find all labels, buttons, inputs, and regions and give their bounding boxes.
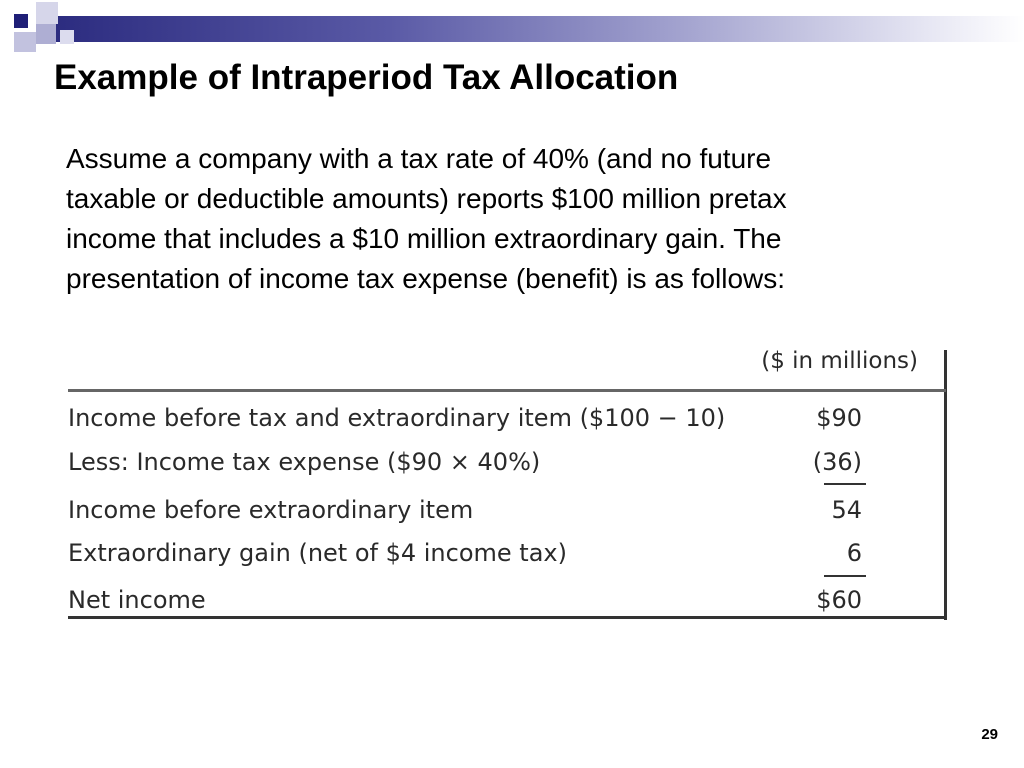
body-line: Assume a company with a tax rate of 40% (and no future (66, 143, 772, 174)
page-number: 29 (981, 726, 998, 743)
row-amount: 54 (831, 496, 862, 524)
column-header: ($ in millions) (761, 348, 918, 374)
decorative-square (60, 30, 74, 44)
decorative-square (36, 24, 56, 44)
row-label: Income before tax and extraordinary item ($100 − 10) (68, 404, 726, 432)
tax-allocation-table (68, 346, 948, 620)
table-row (68, 539, 946, 579)
slide-body (66, 139, 966, 299)
table-top-rule (68, 389, 946, 392)
table-row (68, 586, 946, 626)
row-label: Less: Income tax expense ($90 × 40%) (68, 448, 541, 476)
table-row (68, 496, 946, 536)
table-row (68, 404, 946, 444)
body-line: income that includes a $10 million extraordinary gain. The (66, 223, 782, 254)
header-gradient-bar (48, 16, 1024, 42)
row-label: Extraordinary gain (net of $4 income tax) (68, 539, 567, 567)
row-amount: $60 (816, 586, 862, 614)
row-amount: 6 (846, 539, 862, 567)
decorative-square (14, 32, 36, 52)
row-amount: $90 (816, 404, 862, 432)
decorative-square (36, 2, 58, 24)
subtotal-rule (824, 483, 866, 485)
table-bottom-rule (68, 616, 946, 619)
table-row (68, 448, 946, 488)
decorative-square (14, 14, 28, 28)
row-label: Net income (68, 586, 206, 614)
slide-title: Example of Intraperiod Tax Allocation (54, 58, 679, 97)
body-line: presentation of income tax expense (benefit) is as follows: (66, 263, 786, 294)
subtotal-rule (824, 575, 866, 577)
row-label: Income before extraordinary item (68, 496, 474, 524)
row-amount: (36) (812, 448, 862, 476)
body-line: taxable or deductible amounts) reports $100 million pretax (66, 183, 787, 214)
